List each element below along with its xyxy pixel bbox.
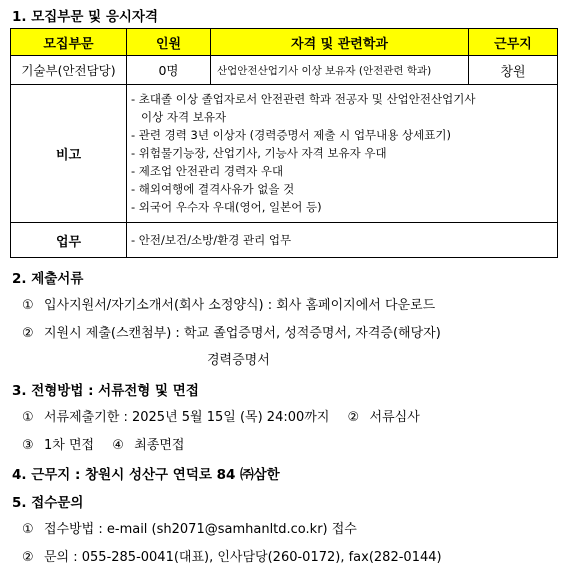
cell-qualification: 산업안전산업기사 이상 보유자 (안전관련 학과): [211, 56, 469, 85]
notes-row: [11, 85, 558, 223]
header-qualification: 자격 및 관련학과: [211, 29, 469, 56]
item-text: 문의 : 055-285-0041(대표), 인사담당(260-0172), fax(282-0144): [44, 550, 442, 565]
duty-row: [11, 223, 558, 258]
note-line: 이상 자격 보유자: [141, 110, 227, 124]
note-line: - 관련 경력 3년 이상자 (경력증명서 제출 시 업무내용 상세표기): [131, 128, 451, 142]
item-number: ①: [22, 522, 34, 537]
header-division: 모집부문: [11, 29, 127, 56]
list-item: [22, 518, 357, 537]
item-number: ①: [22, 410, 34, 425]
item-text: 최종면접: [134, 438, 185, 453]
item-number: ③: [22, 438, 34, 453]
list-item: [22, 406, 420, 425]
item-text: 접수방법 : e-mail (sh2071@samhanltd.co.kr) 접수: [44, 522, 357, 537]
list-item: [22, 546, 442, 565]
table-header-row: [11, 29, 558, 56]
note-line: - 위험물기능장, 산업기사, 기능사 자격 보유자 우대: [131, 146, 387, 160]
note-line: - 해외여행에 결격사유가 없을 것: [131, 182, 295, 196]
item-text: 서류제출기한 : 2025년 5월 15일 (목) 24:00까지: [44, 410, 330, 425]
duty-text: - 안전/보건/소방/환경 관리 업무: [127, 223, 558, 258]
section-5-title: 5. 접수문의: [12, 495, 84, 511]
section-2-title: 2. 제출서류: [12, 271, 84, 287]
recruitment-table: [10, 28, 558, 258]
item-number: ①: [22, 298, 34, 313]
cell-location: 창원: [469, 56, 558, 85]
notes-label: 비고: [11, 85, 127, 223]
duty-label: 업무: [11, 223, 127, 258]
item-number: ②: [22, 550, 34, 565]
notes-cell: [127, 85, 558, 223]
table-row: [11, 56, 558, 85]
cell-division: 기술부(안전담당): [11, 56, 127, 85]
section-4-title: 4. 근무지 : 창원시 성산구 연덕로 84 ㈜삼한: [12, 467, 280, 483]
item-number: ④: [112, 438, 124, 453]
item-text: 1차 면접: [44, 438, 95, 453]
note-line: - 초대졸 이상 졸업자로서 안전관련 학과 전공자 및 산업안전산업기사: [131, 92, 476, 106]
item-number: ②: [347, 410, 360, 425]
item-text: 서류심사: [369, 410, 420, 425]
note-line: - 제조업 안전관리 경력자 우대: [131, 164, 284, 178]
section-1-title: 1. 모집부문 및 응시자격: [12, 9, 158, 25]
list-item: [22, 294, 435, 313]
continuation-text: 경력증명서: [207, 353, 270, 368]
list-item: [22, 322, 441, 341]
header-location: 근무지: [469, 29, 558, 56]
item-text: 지원시 제출(스캔첨부) : 학교 졸업증명서, 성적증명서, 자격증(해당자): [44, 326, 441, 341]
list-item: [22, 434, 184, 453]
cell-count: 0명: [127, 56, 211, 85]
header-count: 인원: [127, 29, 211, 56]
note-line: - 외국어 우수자 우대(영어, 일본어 등): [131, 200, 322, 214]
item-number: ②: [22, 326, 34, 341]
item-text: 입사지원서/자기소개서(회사 소정양식) : 회사 홈페이지에서 다운로드: [44, 298, 436, 313]
section-3-title: 3. 전형방법 : 서류전형 및 면접: [12, 383, 199, 399]
